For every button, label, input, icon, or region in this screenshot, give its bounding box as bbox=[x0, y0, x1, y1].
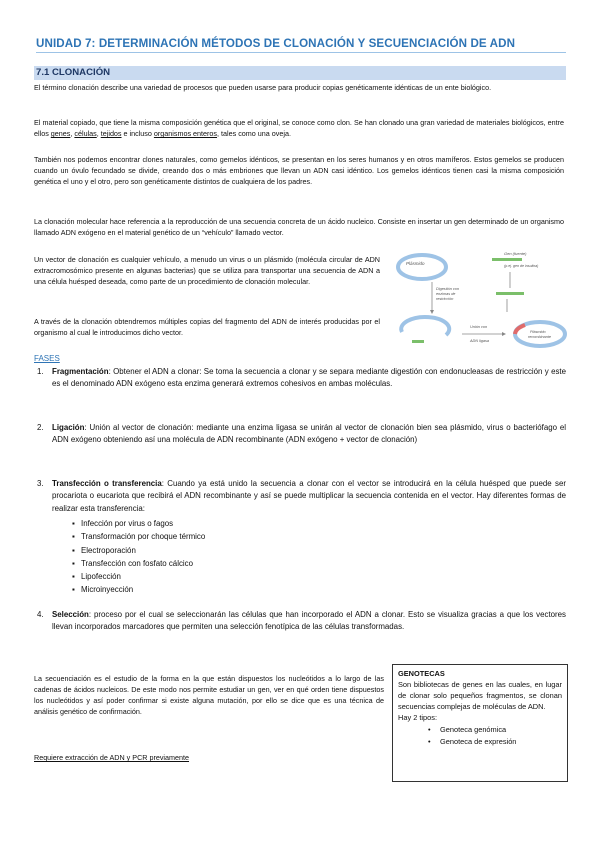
phase-text: : Unión al vector de clonación: mediante una enzima ligasa se unirán al vector de clonación bien sea plásmido, virus o bacteriófago el ADN exógeno obteniendo así una molécula de ADN recombinante (ADN exógeno + vector de clonación) bbox=[52, 423, 566, 445]
list-item: ▪ Lipofección bbox=[72, 570, 205, 583]
intro-paragraph-5: Un vector de clonación es cualquier vehículo, a menudo un virus o un plásmido (molécula circular de ADN extracromosómico presente en algunas bacterias) que se utiliza para transportar una secuencia de ADN a una célula huésped deseada, como parte de un procedimiento de clonación molecular. bbox=[34, 255, 380, 286]
plasmid-label: Plásmido bbox=[406, 261, 425, 266]
unit-title: UNIDAD 7: DETERMINACIÓN MÉTODOS DE CLONACIÓN Y SECUENCIACIÓN DE ADN bbox=[36, 37, 566, 53]
genotecas-title: GENOTECAS bbox=[398, 669, 445, 678]
list-item: ▪ Electroporación bbox=[72, 544, 205, 557]
plasmid-icon bbox=[398, 255, 446, 279]
digest-arrow-icon bbox=[430, 282, 459, 314]
ligase-label-1: Unión con bbox=[470, 325, 488, 329]
gene-fragment-icon bbox=[492, 251, 538, 268]
intro-paragraph-3: También nos podemos encontrar clones naturales, como gemelos idénticos, se presentan en los seres humanos y en otros mamíferos. Estos gemelos se producen cuando un óvulo fecundado se divide, creando dos o más embriones que llevan un ADN casi idéntico. Los gemelos idénticos tienen casi la misma composición genética el uno y el otro, pero son genéticamente distintos de cualquiera de los padres. bbox=[34, 155, 564, 186]
sequencing-requirement: Requiere extracción de ADN y PCR previamente bbox=[34, 753, 190, 762]
phase-title: Selección bbox=[52, 610, 89, 619]
phase-text: : Obtener el ADN a clonar: Se toma la secuencia a clonar y se separa mediante digestión con endonucleasas de restricción y este es el denominado ADN exógeno esta enzima generará extremos cohesivos en ambas moléculas. bbox=[52, 367, 566, 389]
link-genes: genes bbox=[50, 129, 71, 138]
transfer-methods-list bbox=[72, 517, 205, 597]
list-item: • Genoteca de expresión bbox=[398, 736, 562, 748]
recombinant-plasmid-icon bbox=[515, 322, 565, 346]
section-title: 7.1 CLONACIÓN bbox=[36, 67, 111, 78]
phase-title: Fragmentación bbox=[52, 367, 109, 376]
phase-text: : proceso por el cual se seleccionarán las células que han incorporado el ADN a clonar. Esto se visualiza gracias a que los vectores llevan incorporados marcadores que permiten una selección fenotípica de las células transformadas. bbox=[52, 610, 566, 632]
gene-sub-label: (p.ej. gen de insulina) bbox=[504, 264, 539, 268]
phase-body bbox=[52, 609, 566, 634]
p2-end: , tales como una oveja. bbox=[217, 129, 291, 138]
genotecas-text: Son bibliotecas de genes en las cuales, en lugar de clonar solo pequeños fragmentos, se clonan secuencias complejas de moléculas de ADN. bbox=[398, 680, 562, 711]
genotecas-types-list bbox=[398, 724, 562, 748]
list-item: ▪ Microinyección bbox=[72, 583, 205, 596]
intro-paragraph-4: La clonación molecular hace referencia a la reproducción de una secuencia concreta de un ácido nucleico. Consiste en insertar un gen determinado de un organismo llamado ADN exógeno en el material genético de un “vehículo” llamado vector. bbox=[34, 217, 564, 237]
digest-label-2: enzimas de bbox=[436, 292, 456, 296]
cloning-diagram bbox=[392, 250, 570, 375]
genotecas-box bbox=[392, 664, 568, 782]
ligase-arrow-icon bbox=[462, 325, 506, 343]
ligase-label-2: ADN ligasa bbox=[470, 339, 489, 343]
phase-number: 3. bbox=[37, 479, 44, 488]
recombinant-label-1: Plásmido bbox=[530, 330, 546, 334]
recombinant-label-2: recombinante bbox=[528, 335, 552, 339]
cut-plasmid-icon bbox=[401, 317, 449, 343]
phase-body bbox=[52, 478, 566, 515]
p2-sep-2: , bbox=[96, 129, 101, 138]
phase-title: Ligación bbox=[52, 423, 85, 432]
p2-start: El material copiado, que tiene la misma composición genética que el original, se conoce como clon. Se han clonado una gran variedad de materiales biológicos, entre ellos bbox=[34, 118, 564, 138]
genotecas-types-label: Hay 2 tipos: bbox=[398, 713, 438, 722]
list-item: • Genoteca genómica bbox=[398, 724, 562, 736]
gene-digest-arrow-icon bbox=[496, 272, 524, 312]
intro-paragraph-1: El término clonación describe una variedad de procesos que pueden usarse para producir copias genéticamente idénticas de un ente biológico. bbox=[34, 83, 492, 92]
phase-number: 1. bbox=[37, 367, 44, 376]
digest-label-1: Digestión con bbox=[436, 287, 460, 291]
list-item: ▪ Infección por virus o fagos bbox=[72, 517, 205, 530]
link-tejidos: tejidos bbox=[100, 129, 122, 138]
phase-title: Transfección o transferencia bbox=[52, 479, 162, 488]
phase-number: 4. bbox=[37, 610, 44, 619]
sequencing-paragraph: La secuenciación es el estudio de la forma en la que están dispuestos los nucleótidos a lo largo de las cadenas de ácidos nucleicos. De este modo nos permite estudiar un gen, ver en qué orden tiene dispuestos los nucleótidos y así poder confirmar si existe alguna mutación, por ello se dice que es una técnica de análisis genético de confirmación. bbox=[34, 674, 384, 716]
intro-paragraph-6: A través de la clonación obtendremos múltiples copias del fragmento del ADN de interés producidas por el organismo al cual le introducimos dicho vector. bbox=[34, 317, 380, 337]
phase-number: 2. bbox=[37, 423, 44, 432]
digest-label-3: restricción bbox=[436, 297, 454, 301]
p2-sep-1: , bbox=[70, 129, 75, 138]
link-celulas: células bbox=[74, 129, 97, 138]
intro-paragraph-2 bbox=[34, 117, 564, 139]
phase-body bbox=[52, 366, 566, 391]
link-organismos: organismos enteros bbox=[153, 129, 218, 138]
section-bar bbox=[34, 66, 566, 80]
gene-label: Gen (fuente) bbox=[504, 251, 527, 256]
fases-heading: FASES bbox=[34, 354, 60, 363]
p2-mid: e incluso bbox=[121, 129, 154, 138]
list-item: ▪ Transformación por choque térmico bbox=[72, 530, 205, 543]
list-item: ▪ Transfección con fosfato cálcico bbox=[72, 557, 205, 570]
phase-body bbox=[52, 422, 566, 447]
phase-text: : Cuando ya está unido la secuencia a clonar con el vector se introducirá en la célula huésped que puede ser procariota o eucariota que recibirá el ADN recombinante y así se puede multiplicar la secuencia contenida en el vector. Hay diferentes formas de realizar esta transferencia: bbox=[52, 479, 566, 513]
